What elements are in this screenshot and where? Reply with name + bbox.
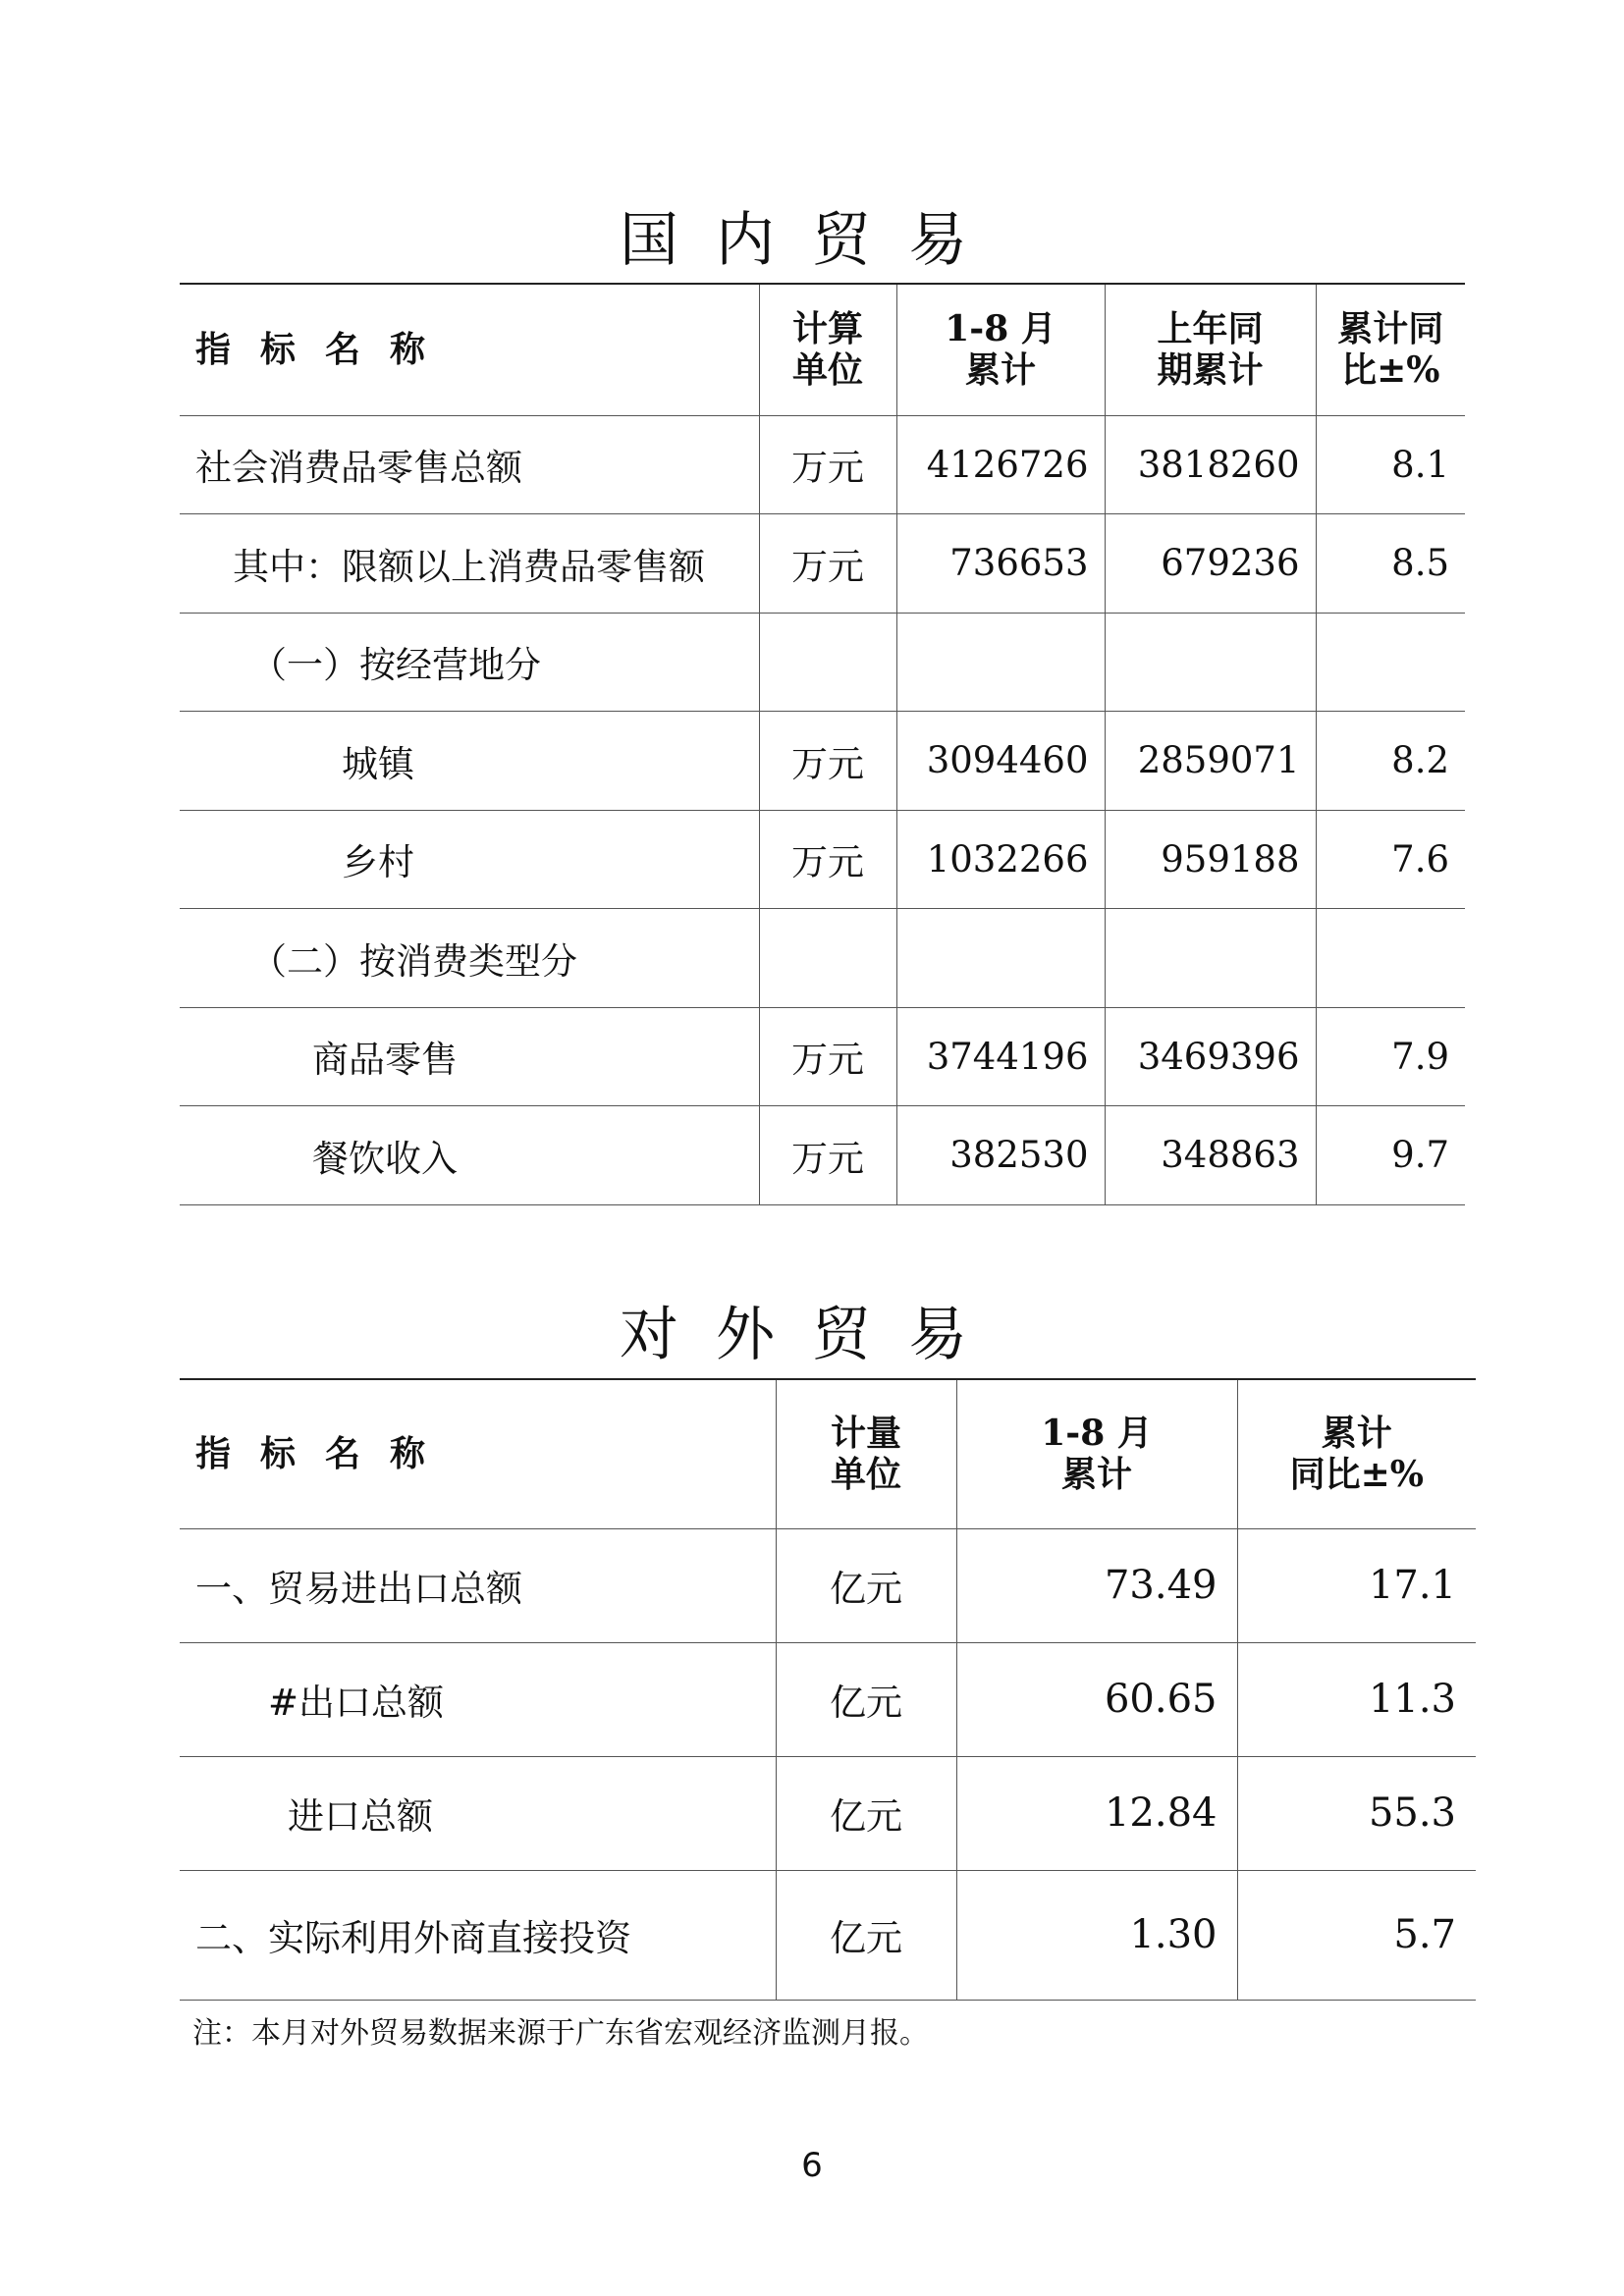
indicator-name: （二）按消费类型分 bbox=[250, 939, 577, 983]
previous-year-value: 679236 bbox=[1105, 514, 1316, 614]
cumulative-value: 736653 bbox=[896, 514, 1105, 614]
cumulative-value bbox=[896, 909, 1105, 1008]
unit-cell: 亿元 bbox=[776, 1528, 956, 1642]
unit-cell: 万元 bbox=[759, 415, 896, 514]
indicator-name: 二、实际利用外商直接投资 bbox=[195, 1917, 631, 1959]
foreign-header-row bbox=[180, 1379, 1476, 1528]
table-row bbox=[180, 1528, 1476, 1642]
page-number: 6 bbox=[801, 2146, 823, 2185]
indicator-name: 餐饮收入 bbox=[312, 1137, 458, 1180]
table-row bbox=[180, 613, 1465, 712]
yoy-value: 8.1 bbox=[1316, 415, 1465, 514]
yoy-value: 17.1 bbox=[1237, 1528, 1476, 1642]
unit-cell: 亿元 bbox=[776, 1642, 956, 1756]
cumulative-value: 3744196 bbox=[896, 1007, 1105, 1106]
yoy-value: 7.6 bbox=[1316, 810, 1465, 909]
unit-cell: 万元 bbox=[759, 810, 896, 909]
indicator-name: 商品零售 bbox=[312, 1039, 458, 1082]
previous-year-value: 3818260 bbox=[1105, 415, 1316, 514]
footnote: 注：本月对外贸易数据来源于广东省宏观经济监测月报。 bbox=[192, 2016, 929, 2051]
cumulative-value: 1.30 bbox=[956, 1870, 1237, 2000]
yoy-value: 55.3 bbox=[1237, 1756, 1476, 1870]
indicator-name: #出口总额 bbox=[268, 1682, 445, 1724]
indicator-name: （一）按经营地分 bbox=[250, 644, 541, 687]
header-cumulative: 1-8 月 累计 bbox=[896, 284, 1105, 415]
table-row bbox=[180, 415, 1465, 514]
previous-year-value: 2859071 bbox=[1105, 712, 1316, 811]
cumulative-value: 73.49 bbox=[956, 1528, 1237, 1642]
header-cumulative: 1-8 月 累计 bbox=[956, 1379, 1237, 1528]
previous-year-value bbox=[1105, 613, 1316, 712]
cumulative-value: 1032266 bbox=[896, 810, 1105, 909]
cumulative-value: 4126726 bbox=[896, 415, 1105, 514]
domestic-trade-table bbox=[180, 283, 1465, 1205]
header-previous-year: 上年同 期累计 bbox=[1105, 284, 1316, 415]
domestic-trade-title: 国内贸易 bbox=[620, 206, 1004, 275]
previous-year-value: 348863 bbox=[1105, 1106, 1316, 1205]
domestic-header-row bbox=[180, 284, 1465, 415]
unit-cell: 亿元 bbox=[776, 1870, 956, 2000]
table-row bbox=[180, 1642, 1476, 1756]
indicator-name: 社会消费品零售总额 bbox=[195, 447, 522, 490]
yoy-value bbox=[1316, 909, 1465, 1008]
table-row bbox=[180, 514, 1465, 614]
cumulative-value: 12.84 bbox=[956, 1756, 1237, 1870]
unit-cell: 万元 bbox=[759, 712, 896, 811]
previous-year-value bbox=[1105, 909, 1316, 1008]
unit-cell: 亿元 bbox=[776, 1756, 956, 1870]
foreign-trade-table bbox=[180, 1378, 1476, 2001]
unit-cell: 万元 bbox=[759, 514, 896, 614]
header-yoy: 累计 同比±% bbox=[1237, 1379, 1476, 1528]
unit-cell: 万元 bbox=[759, 1007, 896, 1106]
previous-year-value: 3469396 bbox=[1105, 1007, 1316, 1106]
yoy-value: 8.2 bbox=[1316, 712, 1465, 811]
indicator-name: 一、贸易进出口总额 bbox=[195, 1568, 522, 1610]
yoy-value: 11.3 bbox=[1237, 1642, 1476, 1756]
foreign-trade-title: 对外贸易 bbox=[620, 1301, 1004, 1369]
table-row bbox=[180, 1106, 1465, 1205]
indicator-name: 其中：限额以上消费品零售额 bbox=[233, 545, 705, 588]
cumulative-value bbox=[896, 613, 1105, 712]
header-indicator-name: 指标名称 bbox=[195, 1433, 456, 1475]
table-row bbox=[180, 909, 1465, 1008]
previous-year-value: 959188 bbox=[1105, 810, 1316, 909]
indicator-name: 城镇 bbox=[342, 742, 414, 785]
unit-cell bbox=[759, 613, 896, 712]
table-row bbox=[180, 810, 1465, 909]
cumulative-value: 60.65 bbox=[956, 1642, 1237, 1756]
yoy-value: 8.5 bbox=[1316, 514, 1465, 614]
table-row bbox=[180, 1870, 1476, 2000]
yoy-value: 9.7 bbox=[1316, 1106, 1465, 1205]
cumulative-value: 382530 bbox=[896, 1106, 1105, 1205]
unit-cell: 万元 bbox=[759, 1106, 896, 1205]
cumulative-value: 3094460 bbox=[896, 712, 1105, 811]
table-row bbox=[180, 1007, 1465, 1106]
header-unit: 计量 单位 bbox=[776, 1379, 956, 1528]
header-indicator-name: 指标名称 bbox=[195, 329, 456, 371]
unit-cell bbox=[759, 909, 896, 1008]
yoy-value: 5.7 bbox=[1237, 1870, 1476, 2000]
table-row bbox=[180, 712, 1465, 811]
indicator-name: 进口总额 bbox=[288, 1795, 433, 1838]
header-yoy: 累计同 比±% bbox=[1316, 284, 1465, 415]
header-unit: 计算 单位 bbox=[759, 284, 896, 415]
yoy-value: 7.9 bbox=[1316, 1007, 1465, 1106]
table-row bbox=[180, 1756, 1476, 1870]
indicator-name: 乡村 bbox=[342, 841, 414, 884]
yoy-value bbox=[1316, 613, 1465, 712]
